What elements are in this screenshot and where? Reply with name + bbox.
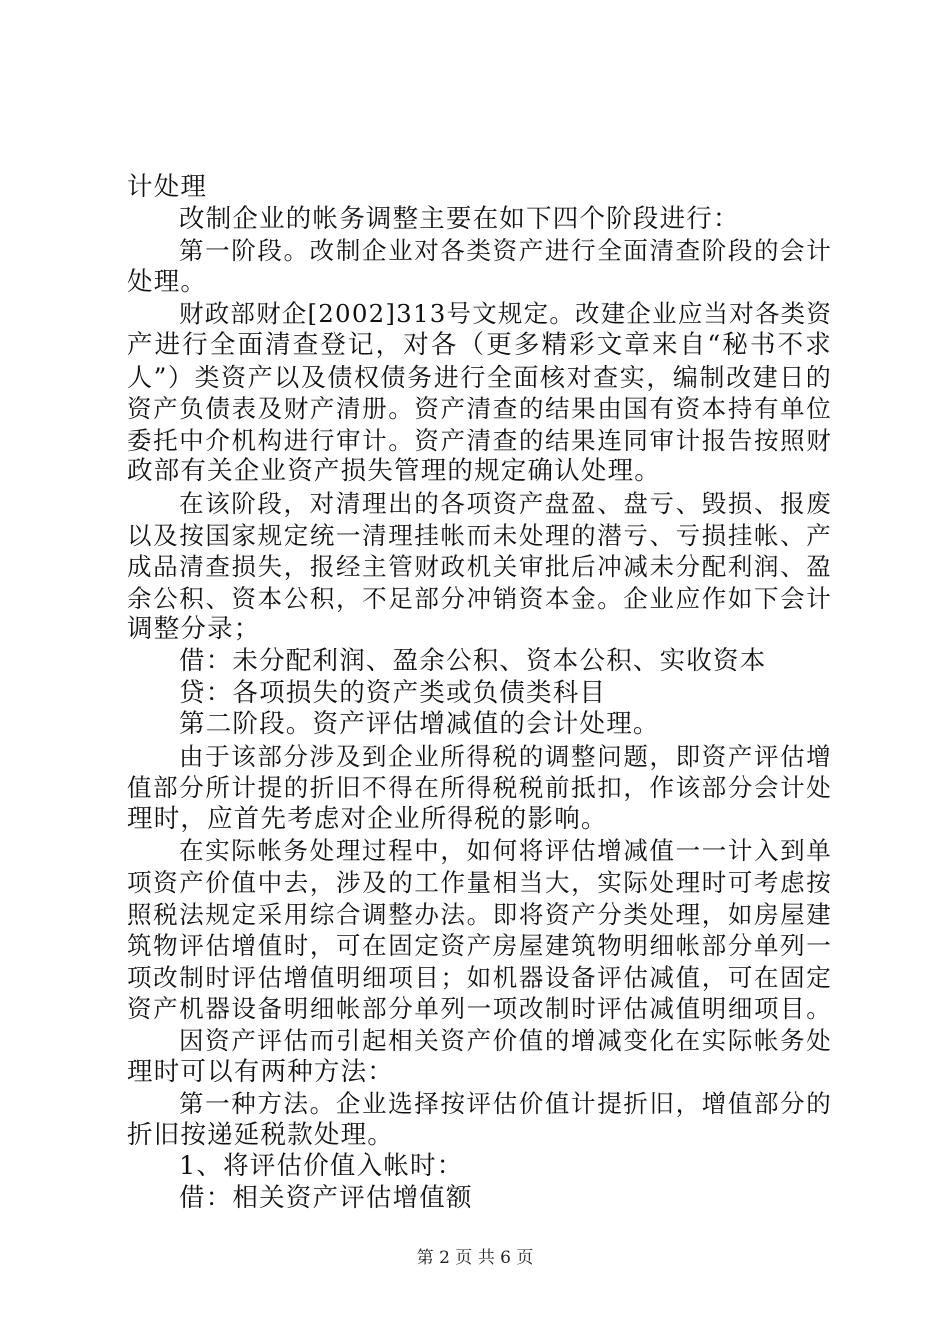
text-line: 借：相关资产评估增值额 [179,1183,473,1213]
page-number-footer: 第 2 页 共 6 页 [416,1248,534,1268]
text-line: 第二阶段。资产评估增减值的会计处理。 [179,709,660,740]
text-line: 在实际帐务处理过程中，如何将评估增减值一一计入到单 [179,836,832,866]
text-line: 政部有关企业资产损失管理的规定确认处理。 [127,456,662,487]
text-line: 调整分录； [127,614,261,645]
text-line: 项改制时评估增值明细项目；如机器设备评估减值，可在固定 [127,962,832,992]
text-line: 余公积、资本公积，不足部分冲销资本金。企业应作如下会计 [127,583,832,613]
text-line: 值部分所计提的折旧不得在所得税税前抵扣，作该部分会计处 [127,773,832,803]
text-line: 折旧按递延税款处理。 [127,1119,395,1150]
text-line: 照税法规定采用综合调整办法。即将资产分类处理，如房屋建 [127,899,832,929]
text-line: 改制企业的帐务调整主要在如下四个阶段进行： [179,203,740,234]
text-line: 以及按国家规定统一清理挂帐而未处理的潜亏、亏损挂帐、产 [127,520,832,550]
text-line: 由于该部分涉及到企业所得税的调整问题，即资产评估增 [179,741,832,771]
text-line: 因资产评估而引起相关资产价值的增减变化在实际帐务处 [179,1026,832,1056]
text-line: 计处理 [127,172,208,202]
text-line: 资产机器设备明细帐部分单列一项改制时评估减值明细项目。 [127,994,832,1024]
text-line: 在该阶段，对清理出的各项资产盘盈、盘亏、毁损、报废 [179,488,832,518]
text-line: 理时可以有两种方法： [127,1056,395,1087]
text-line: 1、将评估价值入帐时： [179,1151,464,1182]
text-line: 项资产价值中去，涉及的工作量相当大，实际处理时可考虑按 [127,868,832,898]
text-line: 财政部财企[2002]313号文规定。改建企业应当对各类资 [179,299,833,329]
text-line: 委托中介机构进行审计。资产清查的结果连同审计报告按照财 [127,425,832,455]
text-line: 产进行全面清查登记，对各（更多精彩文章来自“秘书不求 [127,329,832,360]
text-line: 第一阶段。改制企业对各类资产进行全面清查阶段的会计 [179,236,832,266]
text-line: 成品清查损失，报经主管财政机关审批后冲减未分配利润、盈 [127,552,832,582]
text-line: 资产负债表及财产清册。资产清查的结果由国有资本持有单位 [127,394,832,424]
text-line: 理时，应首先考虑对企业所得税的影响。 [127,803,608,834]
text-line: 第一种方法。企业选择按评估价值计提折旧，增值部分的 [179,1089,832,1119]
text-line: 人”）类资产以及债权债务进行全面核对查实，编制改建日的 [127,362,832,392]
text-line: 处理。 [127,266,208,297]
text-line: 筑物评估增值时，可在固定资产房屋建筑物明细帐部分单列一 [127,931,832,961]
text-line: 贷：各项损失的资产类或负债类科目 [179,677,607,708]
document-body [127,172,832,1215]
text-line: 借：未分配利润、盈余公积、资本公积、实收资本 [179,645,767,676]
